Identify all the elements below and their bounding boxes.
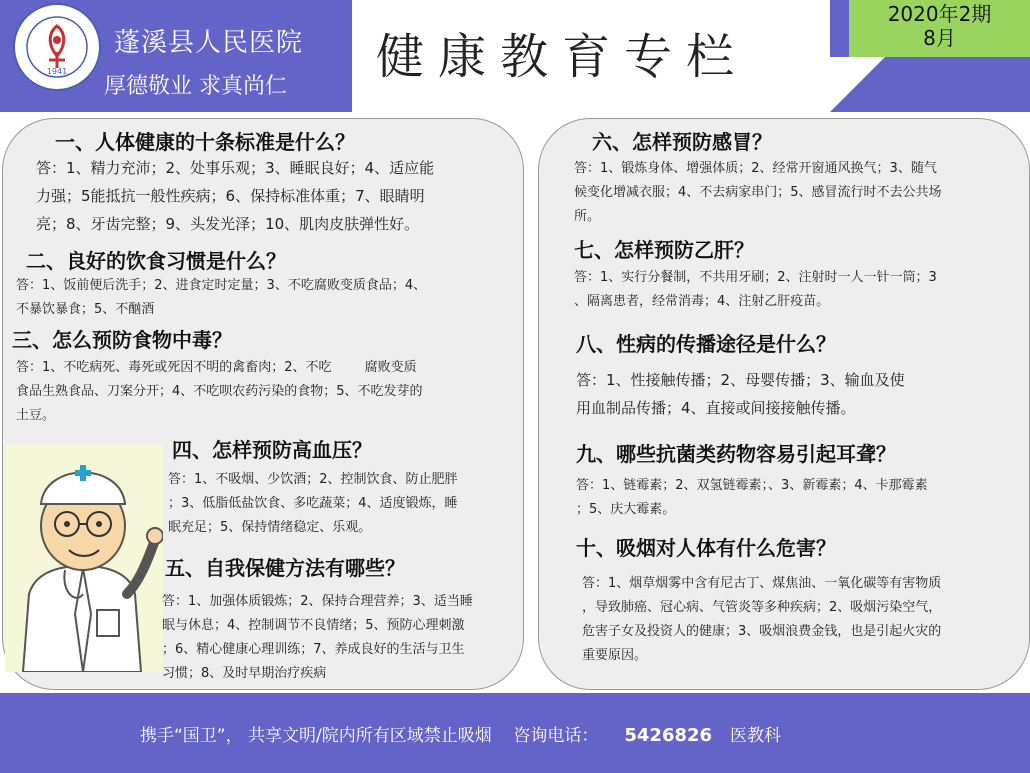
answer-8: 答：1、性接触传播；2、母婴传播；3、输血及使 用血制品传播；4、直接或间接接触传播。 bbox=[576, 371, 905, 417]
page-title: 健康教育专栏 bbox=[376, 29, 749, 85]
hospital-name: 蓬溪县人民医院 bbox=[114, 28, 304, 58]
issue-number: 2020年2期 bbox=[887, 2, 992, 26]
logo-year: 1941 bbox=[46, 67, 68, 76]
question-2: 二、良好的饮食习惯是什么？ bbox=[26, 249, 286, 273]
question-10: 十、吸烟对人体有什么危害？ bbox=[576, 536, 836, 560]
phone-number: 5426826 bbox=[624, 725, 713, 746]
question-4: 四、怎样预防高血压？ bbox=[172, 438, 372, 462]
answer-3: 答：1、不吃病死、毒死或死因不明的禽畜肉；2、不吃 腐败变质 食品生熟食品、刀案分开；4、不吃呗农药污染的食物；5、不吃发芽的 土豆。 bbox=[16, 360, 423, 423]
question-5: 五、自我保健方法有哪些？ bbox=[165, 556, 405, 580]
answer-2: 答：1、饭前便后洗手；2、进食定时定量；3、不吃腐败变质食品；4、 不暴饮暴食；5、不酗酒 bbox=[16, 278, 427, 317]
doctor-illustration bbox=[5, 444, 163, 672]
footer-notice bbox=[140, 721, 781, 746]
question-9: 九、哪些抗菌类药物容易引起耳聋？ bbox=[576, 442, 896, 466]
question-6: 六、怎样预防感冒？ bbox=[592, 130, 772, 154]
answer-1: 答：1、精力充沛；2、处事乐观；3、睡眠良好；4、适应能 力强；5能抵抗一般性疾病；6、保持标准体重；7、眼睛明 亮；8、牙齿完整；9、头发光泽；10、肌肉皮肤弹性好。 bbox=[36, 159, 435, 233]
hospital-motto: 厚德敬业 求真尚仁 bbox=[104, 74, 287, 99]
question-7: 七、怎样预防乙肝？ bbox=[574, 238, 754, 262]
answer-5: 答：1、加强体质锻炼；2、保持合理营养；3、适当睡 眠与休息；4、控制调节不良情绪；5、预防心理刺激 ；6、精心健康心理训练；7、养成良好的生活与卫生 习惯；8、及时早期治疗疾病 bbox=[162, 594, 473, 681]
question-3: 三、怎么预防食物中毒？ bbox=[12, 328, 232, 352]
footer-slogan: 携手“国卫”， 共享文明/院内所有区域禁止吸烟 咨询电话： bbox=[140, 726, 599, 746]
answer-4: 答：1、不吸烟、少饮酒；2、控制饮食、防止肥胖 ；3、低脂低盐饮食、多吃蔬菜；4、适度锻炼，睡 眠充足；5、保持情绪稳定、乐观。 bbox=[168, 472, 458, 535]
hospital-logo bbox=[5, 2, 109, 92]
question-1: 一、人体健康的十条标准是什么？ bbox=[55, 130, 355, 154]
answer-10: 答：1、烟草烟雾中含有尼古丁、煤焦油、一氧化碳等有害物质 ，导致肺癌、冠心病、气管炎等多种疾病；2、吸烟污染空气， 危害子女及投资人的健康；3、吸烟浪费金钱，也是引起火灾的 重要原因。 bbox=[582, 576, 942, 663]
answer-9: 答：1、链霉素；2、双氢链霉素；、3、新霉素；4、卡那霉素 ；5、庆大霉素。 bbox=[576, 478, 928, 517]
header-title-area-corner bbox=[830, 57, 885, 112]
answer-6: 答：1、锻炼身体、增强体质；2、经常开窗通风换气；3、随气 候变化增减衣服；4、不去病家串门；5、感冒流行时不去公共场 所。 bbox=[574, 161, 942, 224]
issue-badge bbox=[849, 0, 1030, 57]
answer-7: 答：1、实行分餐制，不共用牙刷；2、注射时一人一针一筒；3 、隔离患者，经常消毒；4、注射乙肝疫苗。 bbox=[574, 270, 937, 309]
issue-month: 8月 bbox=[923, 26, 956, 50]
footer-department: 医教科 bbox=[730, 726, 782, 746]
question-8: 八、性病的传播途径是什么？ bbox=[576, 332, 836, 356]
